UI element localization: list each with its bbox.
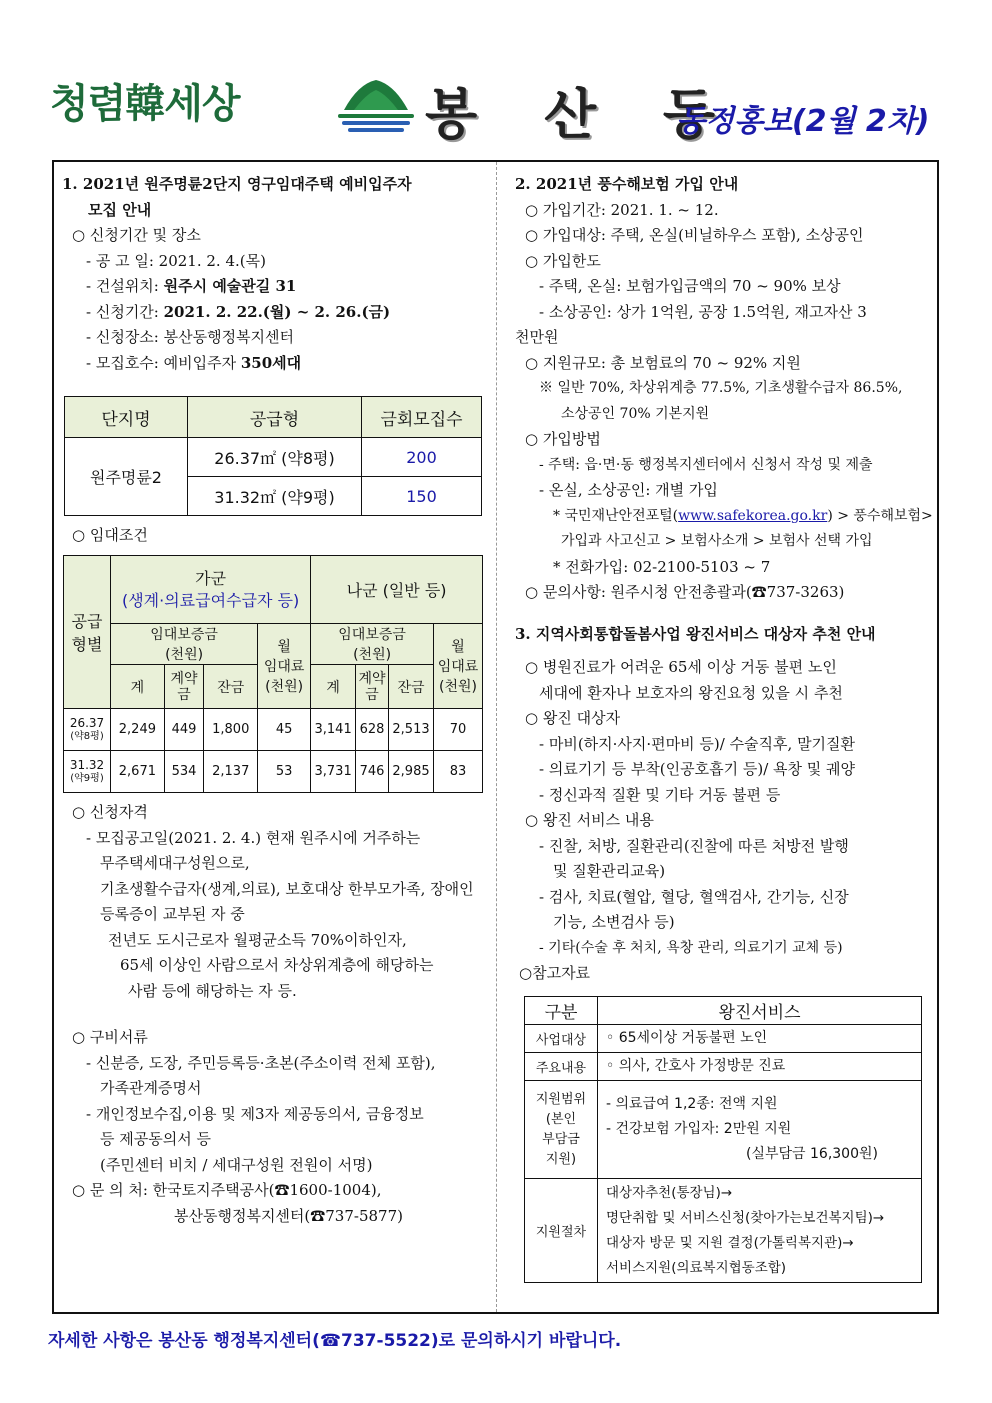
apply-place: - 신청장소: 봉산동행정복지센터 bbox=[86, 328, 295, 346]
visit-text: ○ 병원진료가 어려운 65세 이상 거동 불편 노인 bbox=[525, 658, 837, 676]
contract-header: 계약 금 bbox=[164, 665, 204, 709]
cell: 83 bbox=[434, 751, 483, 793]
cell: 449 bbox=[164, 709, 204, 751]
documents-text: - 신분증, 도장, 주민등록등·초본(주소이력 전체 포함), bbox=[86, 1053, 436, 1072]
cell: 746 bbox=[356, 751, 389, 793]
slogan-logo: 청렴韓세상 bbox=[50, 81, 240, 127]
rent-table bbox=[63, 555, 483, 793]
insurance-text: ○ 지원규모: 총 보험료의 70 ~ 92% 지원 bbox=[525, 353, 801, 372]
visit-text: 기능, 소변검사 등) bbox=[553, 913, 675, 931]
mountain-logo-icon bbox=[336, 76, 416, 136]
complex-name: 원주명륜2 bbox=[65, 438, 188, 516]
table-header: 공급형 bbox=[188, 397, 362, 438]
insurance-portal: * 국민재난안전포털(www.safekorea.go.kr) > 풍수해보험> bbox=[553, 507, 933, 524]
cell: 2,671 bbox=[111, 751, 165, 793]
recruit-count: - 모집호수: 예비입주자 350세대 bbox=[86, 353, 302, 372]
row-value: - 의료급여 1,2종: 전액 지원 - 건강보험 가입자: 2만원 지원 (실부담금 16,300원) bbox=[598, 1081, 922, 1179]
visit-text: - 기타(수술 후 처치, 욕창 관리, 의료기기 교체 등) bbox=[539, 939, 843, 956]
group-a-header: 가군 (생계·의료급여수급자 등) bbox=[111, 556, 311, 624]
monthly-header: 월 임대료 (천원) bbox=[434, 624, 483, 709]
total-header: 계 bbox=[111, 665, 165, 709]
balance-header: 잔금 bbox=[389, 665, 434, 709]
table-header: 단지명 bbox=[65, 397, 188, 438]
qualification-heading: ○ 신청자격 bbox=[72, 803, 148, 821]
visit-text: - 의료기기 등 부착(인공호흡기 등)/ 욕창 및 궤양 bbox=[539, 760, 856, 778]
insurance-text: - 주택: 읍·면·동 행정복지센터에서 신청서 작성 및 제출 bbox=[539, 456, 873, 473]
insurance-text: - 온실, 소상공인: 개별 가입 bbox=[539, 481, 718, 499]
section1-title: 1. 2021년 원주명륜2단지 영구임대주택 예비입주자 bbox=[62, 175, 412, 193]
recruit-number: 200 bbox=[362, 438, 482, 477]
row-type: 31.32 (약9평) bbox=[64, 751, 111, 793]
apply-period: - 신청기간: 2021. 2. 22.(월) ~ 2. 26.(금) bbox=[86, 302, 391, 321]
contract-header: 계약 금 bbox=[356, 665, 389, 709]
insurance-text: ○ 가입기간: 2021. 1. ~ 12. bbox=[525, 200, 719, 219]
supply-type: 31.32㎡ (약9평) bbox=[188, 477, 362, 516]
documents-text: 등 제공동의서 등 bbox=[100, 1130, 211, 1148]
visit-text: - 진찰, 처방, 질환관리(진찰에 따른 처방전 발행 bbox=[539, 836, 849, 855]
deposit-header: 임대보증금 (천원) bbox=[311, 624, 434, 665]
visit-text: - 마비(하지·사지·편마비 등)/ 수술직후, 말기질환 bbox=[539, 734, 856, 753]
qualification-text: 전년도 도시근로자 월평균소득 70%이하인자, bbox=[108, 930, 407, 949]
cell: 1,800 bbox=[204, 709, 258, 751]
visit-text: 세대에 환자나 보호자의 왕진요청 있을 시 추천 bbox=[539, 683, 843, 702]
table-row bbox=[64, 709, 483, 751]
deposit-header: 임대보증금 (천원) bbox=[111, 624, 258, 665]
row-value: ◦ 65세이상 거동불편 노인 bbox=[598, 1025, 922, 1053]
visit-text: - 검사, 치료(혈압, 혈당, 혈액검사, 간기능, 신장 bbox=[539, 887, 849, 906]
left-column bbox=[62, 172, 488, 376]
rent-heading: ○ 임대조건 bbox=[72, 526, 148, 544]
cell: 628 bbox=[356, 709, 389, 751]
period-heading: ○ 신청기간 및 장소 bbox=[72, 226, 201, 244]
announce-date: - 공 고 일: 2021. 2. 4.(목) bbox=[86, 251, 266, 270]
footer-notice: 자세한 사항은 봉산동 행정복지센터(☎737-5522)로 문의하시기 바랍니다. bbox=[48, 1331, 622, 1351]
column-divider bbox=[496, 162, 497, 1312]
page-subtitle: 동정홍보(2월 2차) bbox=[676, 104, 930, 139]
section1-title-cont: 모집 안내 bbox=[88, 200, 152, 219]
page-title: 봉 산 동 bbox=[425, 83, 740, 146]
insurance-text: 천만원 bbox=[515, 328, 559, 346]
reference-heading: ○참고자료 bbox=[519, 964, 591, 982]
cell: 2,985 bbox=[389, 751, 434, 793]
group-b-header: 나군 (일반 등) bbox=[311, 556, 483, 624]
qualification-text: 무주택세대구성원으로, bbox=[100, 854, 250, 872]
row-key: 주요내용 bbox=[525, 1053, 598, 1081]
cell: 3,731 bbox=[311, 751, 356, 793]
contact-line: ○ 문 의 처: 한국토지주택공사(☎1600-1004), bbox=[72, 1181, 382, 1199]
row-value: 대상자추천(통장님)→ 명단취합 및 서비스신청(찾아가는보건복지팀)→ 대상자 방문 및 지원 결정(가톨릭복지관)→ 서비스지원(의료복지협동조합) bbox=[598, 1179, 922, 1283]
qualification-text: 등록증이 교부된 자 중 bbox=[100, 905, 245, 923]
qualification-text: 65세 이상인 사람으로서 차상위계층에 해당하는 bbox=[120, 956, 434, 974]
qualification-text: 사람 등에 해당하는 자 등. bbox=[128, 981, 297, 1000]
right-column bbox=[515, 172, 935, 987]
total-header: 계 bbox=[311, 665, 356, 709]
table-header: 금회모집수 bbox=[362, 397, 482, 438]
section2-title: 2. 2021년 풍수해보험 가입 안내 bbox=[515, 175, 739, 193]
balance-header: 잔금 bbox=[204, 665, 258, 709]
header bbox=[0, 0, 992, 150]
monthly-header: 월 임대료 (천원) bbox=[258, 624, 311, 709]
table-row bbox=[64, 751, 483, 793]
table-header: 왕진서비스 bbox=[598, 997, 922, 1025]
documents-text: 가족관계증명서 bbox=[100, 1079, 202, 1097]
visit-text: - 정신과적 질환 및 기타 거동 불편 등 bbox=[539, 785, 781, 804]
contact-line: 봉산동행정복지센터(☎737-5877) bbox=[174, 1206, 403, 1225]
visit-text: ○ 왕진 대상자 bbox=[525, 709, 621, 727]
row-key: 사업대상 bbox=[525, 1025, 598, 1053]
section3-title: 3. 지역사회통합돌봄사업 왕진서비스 대상자 추천 안내 bbox=[515, 624, 876, 643]
insurance-contact: ○ 문의사항: 원주시청 안전총괄과(☎737-3263) bbox=[525, 583, 845, 601]
cell: 3,141 bbox=[311, 709, 356, 751]
visit-text: ○ 왕진 서비스 내용 bbox=[525, 811, 654, 829]
type-header: 공급 형별 bbox=[64, 556, 111, 709]
table-header: 구분 bbox=[525, 997, 598, 1025]
qualification-text: - 모집공고일(2021. 2. 4.) 현재 원주시에 거주하는 bbox=[86, 828, 421, 847]
cell: 45 bbox=[258, 709, 311, 751]
safekorea-link[interactable]: www.safekorea.go.kr bbox=[678, 507, 828, 524]
row-key: 지원범위 (본인 부담금 지원) bbox=[525, 1081, 598, 1179]
cell: 534 bbox=[164, 751, 204, 793]
insurance-note: ※ 일반 70%, 차상위계층 77.5%, 기초생활수급자 86.5%, bbox=[539, 380, 903, 396]
qualification-text: 기초생활수급자(생계,의료), 보호대상 한부모가족, 장애인 bbox=[100, 879, 474, 898]
insurance-text: ○ 가입방법 bbox=[525, 430, 601, 448]
insurance-text: - 주택, 온실: 보험가입금액의 70 ~ 90% 보상 bbox=[539, 277, 841, 295]
insurance-text: ○ 가입대상: 주택, 온실(비닐하우스 포함), 소상공인 bbox=[525, 226, 864, 244]
supply-type: 26.37㎡ (약8평) bbox=[188, 438, 362, 477]
qualification-block bbox=[62, 800, 488, 1004]
cell: 70 bbox=[434, 709, 483, 751]
cell: 2,137 bbox=[204, 751, 258, 793]
supply-table bbox=[64, 396, 482, 516]
build-location: - 건설위치: 원주시 예술관길 31 bbox=[86, 277, 297, 295]
insurance-text: * 전화가입: 02-2100-5103 ~ 7 bbox=[553, 557, 771, 576]
documents-text: - 개인정보수집,이용 및 제3자 제공동의서, 금융정보 bbox=[86, 1104, 424, 1123]
cell: 2,249 bbox=[111, 709, 165, 751]
cell: 2,513 bbox=[389, 709, 434, 751]
row-type: 26.37 (약8평) bbox=[64, 709, 111, 751]
row-key: 지원절차 bbox=[525, 1179, 598, 1283]
insurance-text: ○ 가입한도 bbox=[525, 251, 601, 270]
cell: 53 bbox=[258, 751, 311, 793]
insurance-note: 소상공인 70% 기본지원 bbox=[561, 405, 710, 422]
documents-heading: ○ 구비서류 bbox=[72, 1028, 148, 1046]
visit-service-table bbox=[524, 996, 922, 1283]
documents-block bbox=[62, 1025, 488, 1229]
insurance-text: - 소상공인: 상가 1억원, 공장 1.5억원, 재고자산 3 bbox=[539, 302, 867, 321]
row-value: ◦ 의사, 간호사 가정방문 진료 bbox=[598, 1053, 922, 1081]
visit-text: 및 질환관리교육) bbox=[553, 862, 666, 880]
recruit-number: 150 bbox=[362, 477, 482, 516]
insurance-text: 가입과 사고신고 > 보험사소개 > 보험사 선택 가입 bbox=[561, 533, 873, 549]
documents-text: (주민센터 비치 / 세대구성원 전원이 서명) bbox=[100, 1155, 373, 1174]
